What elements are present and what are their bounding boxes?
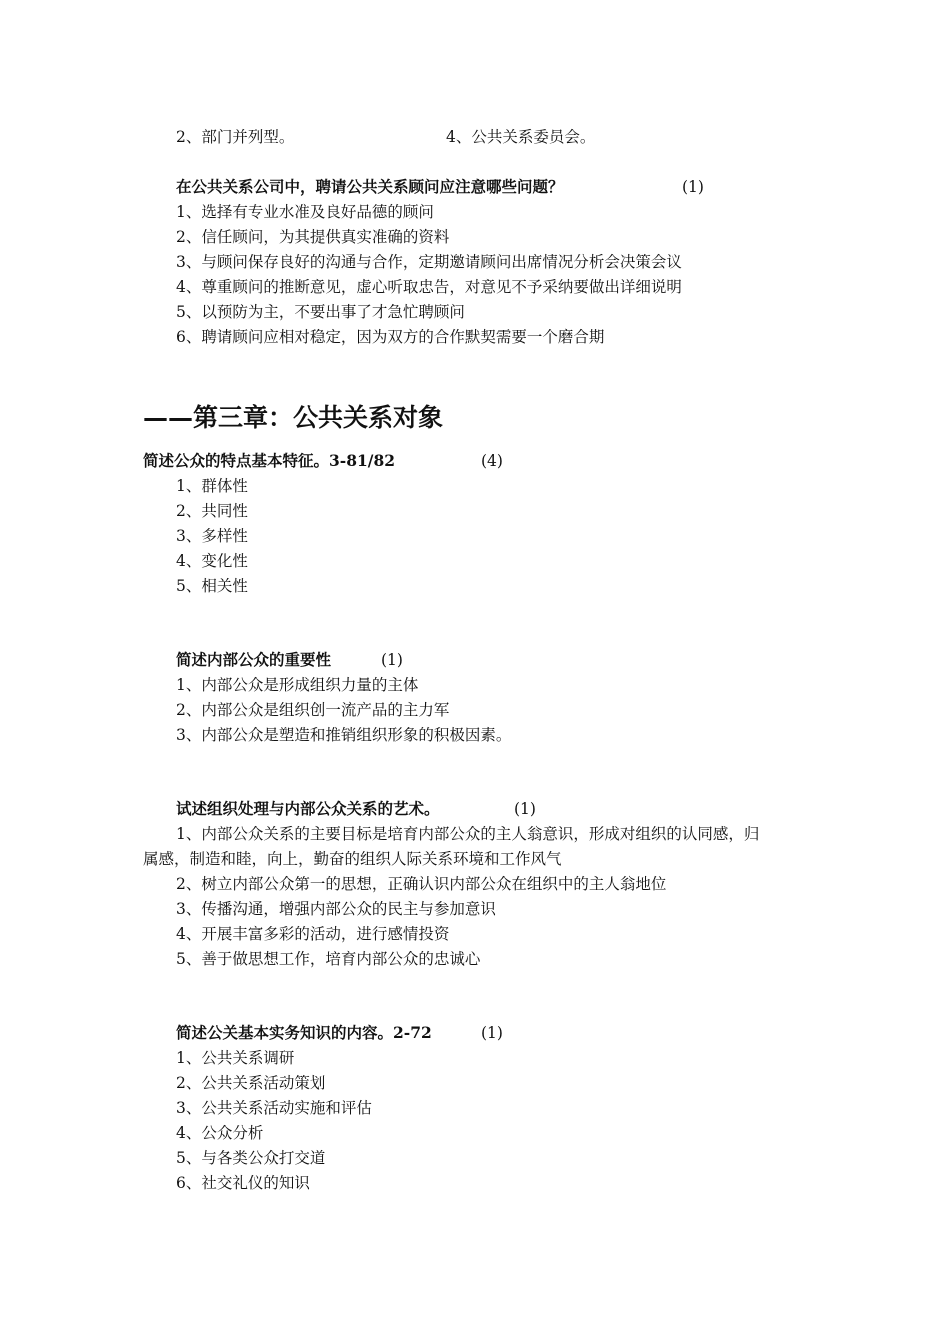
list-item: 2、内部公众是组织创一流产品的主力军 — [176, 701, 450, 719]
list-item: 3、传播沟通，增强内部公众的民主与参加意识 — [176, 900, 496, 918]
list-item: 6、聘请顾问应相对稳定，因为双方的合作默契需要一个磨合期 — [176, 328, 605, 346]
list-item: 5、善于做思想工作，培育内部公众的忠诚心 — [176, 950, 481, 968]
list-item: 3、公共关系活动实施和评估 — [176, 1099, 372, 1117]
question-count: (1) — [682, 178, 704, 196]
chapter-title: ——第三章：公共关系对象 — [143, 403, 444, 432]
question-heading: 简述内部公众的重要性 — [176, 650, 332, 669]
question-count: (1) — [381, 651, 403, 669]
question-count: (4) — [481, 452, 503, 470]
list-item: 4、变化性 — [176, 552, 248, 570]
list-item: 1、公共关系调研 — [176, 1049, 295, 1067]
list-item: 5、与各类公众打交道 — [176, 1149, 326, 1167]
question-heading: 试述组织处理与内部公众关系的艺术。 — [176, 799, 440, 818]
list-item: 1、内部公众关系的主要目标是培育内部公众的主人翁意识，形成对组织的认同感，归 — [176, 825, 760, 843]
list-item: 4、开展丰富多彩的活动，进行感情投资 — [176, 925, 450, 943]
question-count: (1) — [514, 800, 536, 818]
list-item: 1、内部公众是形成组织力量的主体 — [176, 676, 419, 694]
question-count: (1) — [481, 1024, 503, 1042]
question-heading: 简述公众的特点基本特征。3-81/82 — [143, 451, 396, 470]
question-heading: 在公共关系公司中，聘请公共关系顾问应注意哪些问题？ — [176, 177, 564, 196]
list-item: 2、公共关系活动策划 — [176, 1074, 326, 1092]
list-item: 5、以预防为主，不要出事了才急忙聘顾问 — [176, 303, 465, 321]
question-heading: 简述公关基本实务知识的内容。2-72 — [176, 1023, 432, 1042]
list-item: 4、公众分析 — [176, 1124, 264, 1142]
list-item: 1、群体性 — [176, 477, 248, 495]
list-item: 2、共同性 — [176, 502, 248, 520]
list-item: 2、树立内部公众第一的思想，正确认识内部公众在组织中的主人翁地位 — [176, 875, 667, 893]
list-item: 1、选择有专业水准及良好品德的顾问 — [176, 203, 434, 221]
list-item: 2、信任顾问，为其提供真实准确的资料 — [176, 228, 450, 246]
list-item: 4、公共关系委员会。 — [446, 128, 596, 146]
list-item: 5、相关性 — [176, 577, 248, 595]
list-item: 4、尊重顾问的推断意见，虚心听取忠告，对意见不予采纳要做出详细说明 — [176, 278, 682, 296]
list-item: 3、多样性 — [176, 527, 248, 545]
list-item-continuation: 属感，制造和睦，向上，勤奋的组织人际关系环境和工作风气 — [143, 850, 562, 868]
list-item: 3、内部公众是塑造和推销组织形象的积极因素。 — [176, 726, 512, 744]
list-item: 3、与顾问保存良好的沟通与合作，定期邀请顾问出席情况分析会决策会议 — [176, 253, 682, 271]
list-item: 6、社交礼仪的知识 — [176, 1174, 310, 1192]
list-item: 2、部门并列型。 — [176, 128, 295, 146]
